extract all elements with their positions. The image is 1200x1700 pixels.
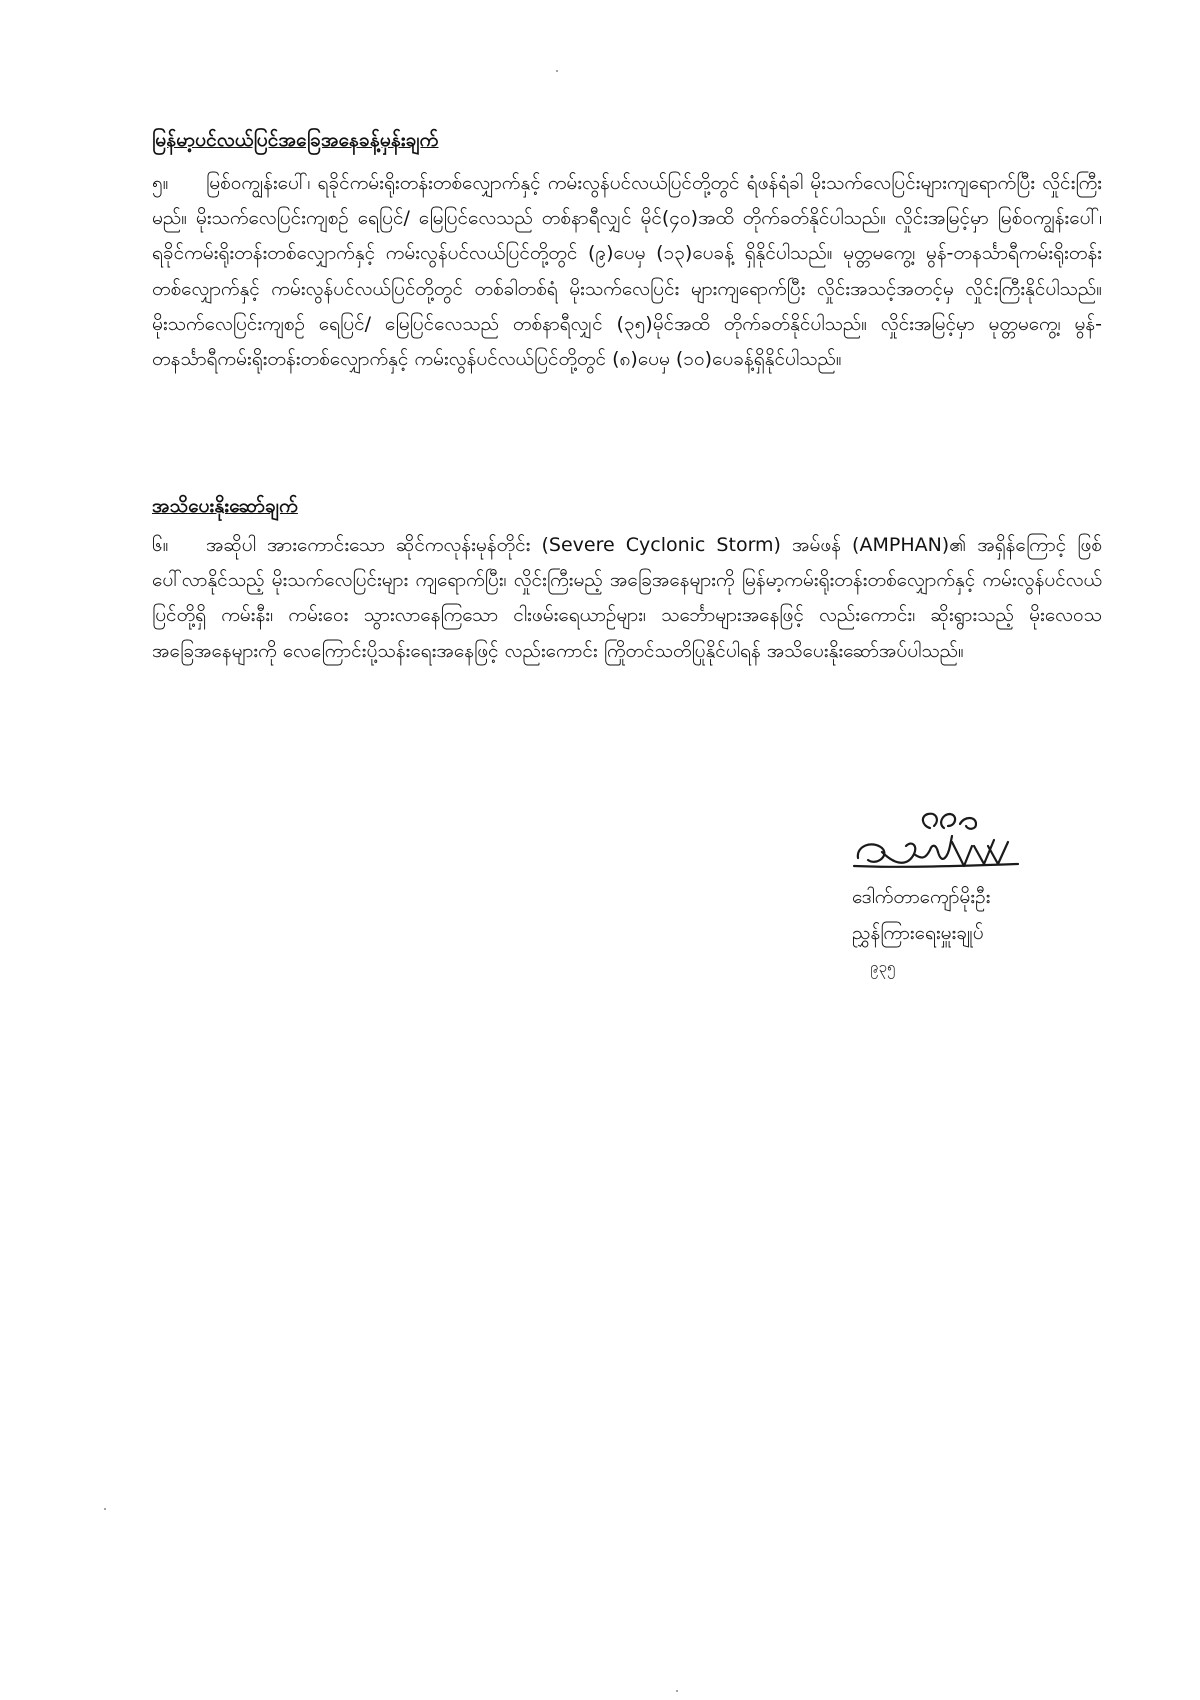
paragraph-number: ၆။	[152, 534, 169, 556]
scan-speck	[104, 1508, 106, 1510]
paragraph-number: ၅။	[152, 172, 169, 194]
signoff-code: ၉၃၅	[870, 958, 896, 976]
forecast-section-heading: မြန်မာ့ပင်လယ်ပြင်အခြေအနေခန့်မှန်းချက်	[152, 129, 439, 151]
forecast-paragraph	[152, 166, 1102, 377]
scan-speck	[556, 70, 558, 72]
scan-speck	[676, 1690, 678, 1692]
handwritten-signature	[852, 806, 1022, 882]
advisory-section-heading: အသိပေးနိုးဆော်ချက်	[152, 495, 298, 517]
signer-title: ညွှန်ကြားရေးမှူးချုပ်	[852, 922, 984, 944]
advisory-paragraph	[152, 528, 1102, 669]
signer-name: ဒေါက်တာကျော်မိုးဦး	[852, 886, 991, 908]
forecast-paragraph-text: မြစ်ဝကျွန်းပေါ်၊ ရခိုင်ကမ်းရိုးတန်းတစ်လျှောက်နှင့် ကမ်းလွန်ပင်လယ်ပြင်တို့တွင် ရံဖန်ရံခါ မိုးသက်လေပြင်းများကျရောက်ပြီး လှိုင်းကြီးမည်။ မိုးသက်လေပြင်းကျစဉ် ရေပြင်/ မြေပြင်လေသည် တစ်နာရီလျှင် မိုင်(၄၀)အထိ တိုက်ခတ်နိုင်ပါသည်။ လှိုင်းအမြင့်မှာ မြစ်ဝကျွန်းပေါ်၊ ရခိုင်ကမ်းရိုးတန်းတစ်လျှောက်နှင့် ကမ်းလွန်ပင်လယ်ပြင်တို့တွင် (၉)ပေမှ (၁၃)ပေခန့် ရှိနိုင်ပါသည်။ မုတ္တမကွေ့၊ မွန်-တနင်္သာရီကမ်းရိုးတန်းတစ်လျှောက်နှင့် ကမ်းလွန်ပင်လယ်ပြင်တို့တွင် တစ်ခါတစ်ရံ မိုးသက်လေပြင်း များကျရောက်ပြီး လှိုင်းအသင့်အတင့်မှ လှိုင်းကြီးနိုင်ပါသည်။ မိုးသက်လေပြင်းကျစဉ် ရေပြင်/ မြေပြင်လေသည် တစ်နာရီလျှင် (၃၅)မိုင်အထိ တိုက်ခတ်နိုင်ပါသည်။ လှိုင်းအမြင့်မှာ မုတ္တမကွေ့၊ မွန်-တနင်္သာရီကမ်းရိုးတန်းတစ်လျှောက်နှင့် ကမ်းလွန်ပင်လယ်ပြင်တို့တွင် (၈)ပေမှ (၁၀)ပေခန့်ရှိနိုင်ပါသည်။	[152, 172, 1102, 371]
advisory-paragraph-text: အဆိုပါ အားကောင်းသော ဆိုင်ကလုန်းမုန်တိုင်း (Severe Cyclonic Storm) အမ်ဖန် (AMPHAN)၏ အရှိန်ကြောင့် ဖြစ်ပေါ်လာနိုင်သည့် မိုးသက်လေပြင်းများ ကျရောက်ပြီး၊ လှိုင်းကြီးမည့် အခြေအနေများကို မြန်မာ့ကမ်းရိုးတန်းတစ်လျှောက်နှင့် ကမ်းလွန်ပင်လယ်ပြင်တို့ရှိ ကမ်းနီး၊ ကမ်းဝေး သွားလာနေကြသော ငါးဖမ်းရေယာဉ်များ၊ သင်္ဘောများအနေဖြင့် လည်းကောင်း၊ ဆိုးရွားသည့် မိုးလေဝသအခြေအနေများကို လေကြောင်းပို့သန်းရေးအနေဖြင့် လည်းကောင်း ကြိုတင်သတိပြုနိုင်ပါရန် အသိပေးနိုးဆော်အပ်ပါသည်။	[152, 534, 1102, 662]
